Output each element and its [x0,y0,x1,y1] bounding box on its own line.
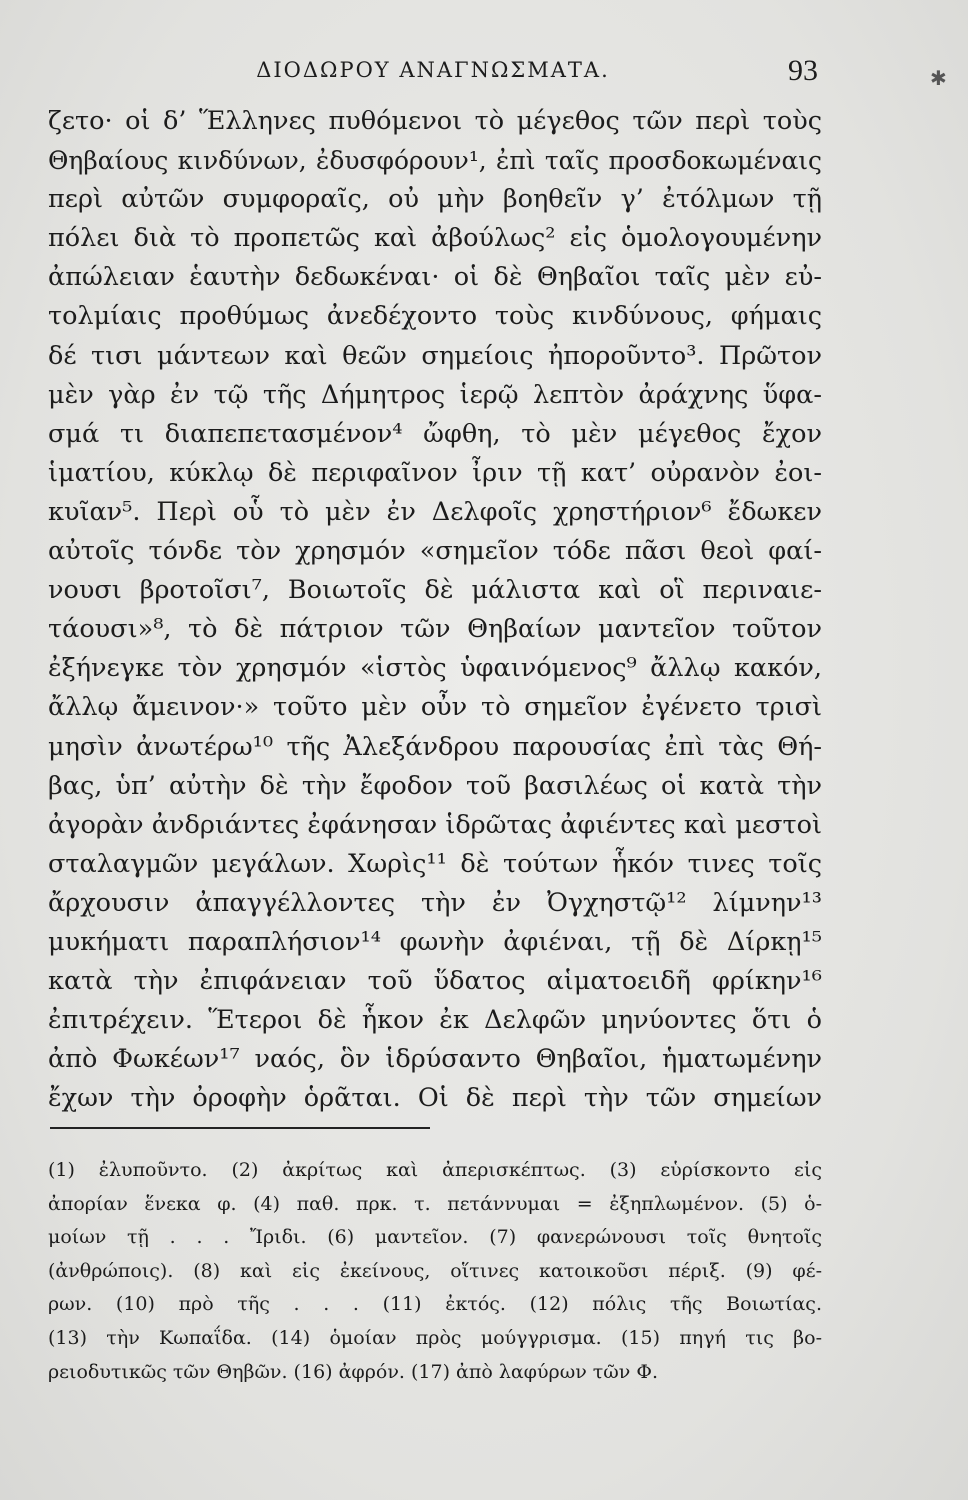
text-line: αὐτοῖς τόνδε τὸν χρησμόν «σημεῖον τόδε πᾶσι θεοὶ φαί- [48,536,822,567]
footnote-line: (1) ἐλυποῦντο. (2) ἀκρίτως καὶ ἀπερισκέπτως. (3) εὑρίσκοντο εἰς [48,1159,822,1181]
text-line: ἀπώλειαν ἑαυτὴν δεδωκέναι· οἱ δὲ Θηβαῖοι ταῖς μὲν εὐ- [48,262,822,293]
footnote-line: ρειοδυτικῶς τῶν Θηβῶν. (16) ἀφρόν. (17) ἀπὸ λαφύρων τῶν Φ. [48,1360,659,1383]
text-line: ἐπιτρέχειν. Ἕτεροι δὲ ἧκον ἐκ Δελφῶν μηνύοντες ὅτι ὁ [48,1005,822,1036]
text-line: ἱματίου, κύκλῳ δὲ περιφαῖνον ἶριν τῇ κατ’ οὐρανὸν ἐοι- [48,457,822,488]
text-line: βας, ὑπ’ αὐτὴν δὲ τὴν ἔφοδον τοῦ βασιλέως οἱ κατὰ τὴν [48,770,822,801]
text-line: κατὰ τὴν ἐπιφάνειαν τοῦ ὕδατος αἱματοειδῆ φρίκην¹⁶ [48,966,822,997]
text-line: δέ τισι μάντεων καὶ θεῶν σημείοις ἠποροῦντο³. Πρῶτον [48,340,822,371]
text-line: ἄρχουσιν ἀπαγγέλλοντες τὴν ἐν Ὀγχηστῷ¹² λίμνην¹³ [48,887,822,918]
running-title: ΔΙΟΔΩΡΟΥ ΑΝΑΓΝΩΣΜΑΤΑ. [256,58,610,82]
footnote-line: (13) τὴν Κωπαΐδα. (14) ὁμοίαν πρὸς μούγγρισμα. (15) πηγή τις βο- [48,1326,822,1349]
text-line: περὶ αὐτῶν συμφοραῖς, οὐ μὴν βοηθεῖν γ’ ἐτόλμων τῇ [48,184,822,215]
text-line: νουσι βροτοῖσι⁷, Βοιωτοῖς δὲ μάλιστα καὶ οἳ περιναιε- [48,575,822,606]
text-line: ζετο· οἱ δ’ Ἕλληνες πυθόμενοι τὸ μέγεθος τῶν περὶ τοὺς [48,106,822,136]
text-line: σταλαγμῶν μεγάλων. Χωρὶς¹¹ δὲ τούτων ἧκόν τινες τοῖς [48,848,822,879]
text-line: ἐξήνεγκε τὸν χρησμόν «ἱστὸς ὑφαινόμενος⁹ ἄλλῳ κακόν, [48,653,822,684]
footnote-line: ἀπορίαν ἕνεκα φ. (4) παθ. πρκ. τ. πετάννυμαι = ἐξηπλωμένον. (5) ὁ- [48,1192,822,1215]
footnote-rule [50,1127,430,1129]
page-header [48,54,818,98]
main-text [48,102,822,1118]
text-line: μυκήματι παραπλήσιον¹⁴ φωνὴν ἀφιέναι, τῇ δὲ Δίρκῃ¹⁵ [48,926,822,957]
text-line: σμά τι διαπεπετασμένον⁴ ὤφθη, τὸ μὲν μέγεθος ἔχον [48,418,822,449]
footnote-line: (ἀνθρώποις). (8) καὶ εἰς ἐκείνους, οἵτινες κατοικοῦσι πέριξ. (9) φέ- [48,1259,822,1282]
text-line: κυῖαν⁵. Περὶ οὗ τὸ μὲν ἐν Δελφοῖς χρηστήριον⁶ ἔδωκεν [48,496,822,527]
footnote-line: ρων. (10) πρὸ τῆς . . . (11) ἐκτός. (12) πόλις τῆς Βοιωτίας. [48,1293,822,1316]
text-line: ἀγορὰν ἀνδριάντες ἐφάνησαν ἱδρῶτας ἀφιέντες καὶ μεστοὶ [48,809,822,840]
text-line: μὲν γὰρ ἐν τῷ τῆς Δήμητρος ἱερῷ λεπτὸν ἀράχνης ὕφα- [48,379,822,410]
text-line: ἀπὸ Φωκέων¹⁷ ναός, ὃν ἱδρύσαντο Θηβαῖοι, ἡματωμένην [48,1044,822,1075]
text-line: πόλει διὰ τὸ προπετῶς καὶ ἀβούλως² εἰς ὁμολογουμένην [48,223,822,254]
text-line: ἔχων τὴν ὀροφὴν ὁρᾶται. Οἱ δὲ περὶ τὴν τῶν σημείων [48,1083,822,1114]
footnotes [48,1154,822,1389]
text-line: Θηβαίους κινδύνων, ἐδυσφόρουν¹, ἐπὶ ταῖς προσδοκωμέναις [48,146,822,176]
margin-mark: ✱ [930,66,947,90]
footnote-line: μοίων τῇ . . . Ἴριδι. (6) μαντεῖον. (7) φανερώνουσι τοῖς θνητοῖς [48,1226,822,1249]
text-line: τολμίαις προθύμως ἀνεδέχοντο τοὺς κινδύνους, φήμαις [48,301,822,332]
page-number: 93 [788,54,818,87]
text-line: ἄλλῳ ἄμεινον·» τοῦτο μὲν οὖν τὸ σημεῖον ἐγένετο τρισὶ [48,692,822,723]
text-line: μησὶν ἀνωτέρω¹⁰ τῆς Ἀλεξάνδρου παρουσίας ἐπὶ τὰς Θή- [48,731,822,762]
text-line: τάουσι»⁸, τὸ δὲ πάτριον τῶν Θηβαίων μαντεῖον τοῦτον [48,614,822,645]
